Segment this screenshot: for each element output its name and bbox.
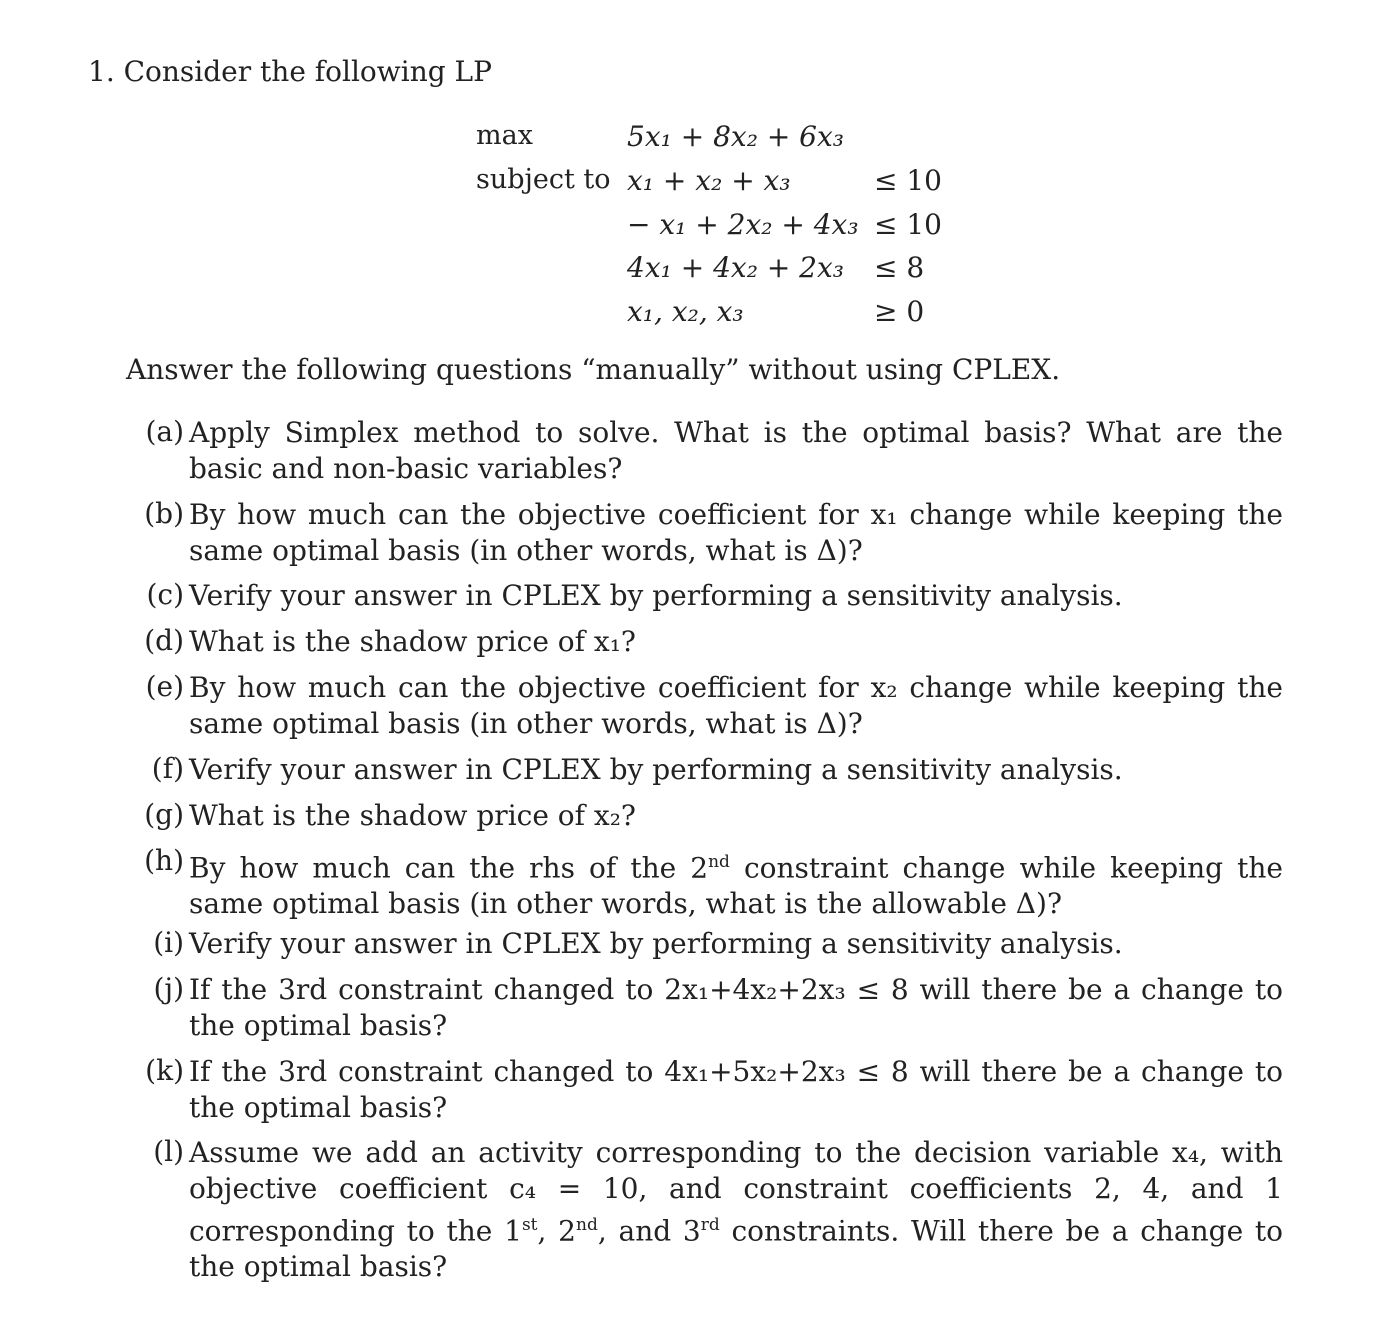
- question-label: (j): [153, 972, 184, 1005]
- question-text: By how much can the objective coefficient for x₁ change while keeping the same optimal basis (in other words, what is Δ)?: [189, 498, 1283, 567]
- question-text: Verify your answer in CPLEX by performing a sensitivity analysis.: [189, 579, 1123, 612]
- lp-constraint-2-rhs: ≤ 10: [874, 208, 942, 241]
- problem-intro: 1. Consider the following LP: [88, 55, 492, 88]
- question-label: (c): [146, 578, 184, 611]
- question-label: (k): [145, 1054, 184, 1087]
- question-label: (b): [144, 497, 184, 530]
- lp-constraint-3-expr: 4x₁ + 4x₂ + 2x₃: [627, 251, 845, 284]
- lp-constraint-1-expr: x₁ + x₂ + x₃: [627, 164, 791, 197]
- question-label: (e): [145, 670, 184, 703]
- question-text: What is the shadow price of x₁?: [189, 625, 636, 658]
- question-text: Verify your answer in CPLEX by performing a sensitivity analysis.: [189, 927, 1123, 960]
- question-label: (i): [153, 926, 184, 959]
- question-text: If the 3rd constraint changed to 4x₁+5x₂+2x₃ ≤ 8 will there be a change to the optimal basis?: [189, 1055, 1283, 1124]
- question-text: By how much can the rhs of the 2nd constraint change while keeping the same optimal basis (in other words, what is the allowable Δ)?: [189, 851, 1283, 921]
- question-label: (g): [144, 798, 184, 831]
- question-text: Verify your answer in CPLEX by performing a sensitivity analysis.: [189, 753, 1123, 786]
- lp-subject-to-label: subject to: [476, 164, 611, 195]
- instruction-text: Answer the following questions “manually” without using CPLEX.: [126, 353, 1061, 386]
- question-label: (h): [144, 844, 184, 877]
- question-text: What is the shadow price of x₂?: [189, 799, 636, 832]
- question-text: By how much can the objective coefficient for x₂ change while keeping the same optimal basis (in other words, what is Δ)?: [189, 671, 1283, 740]
- question-label: (a): [145, 415, 184, 448]
- question-label: (d): [144, 624, 184, 657]
- lp-constraint-2-expr: − x₁ + 2x₂ + 4x₃: [627, 208, 859, 241]
- lp-objective: 5x₁ + 8x₂ + 6x₃: [627, 120, 845, 153]
- question-label: (l): [153, 1135, 184, 1168]
- lp-nonnegativity-expr: x₁, x₂, x₃: [627, 295, 744, 328]
- lp-constraint-1-rhs: ≤ 10: [874, 164, 942, 197]
- lp-nonnegativity-rhs: ≥ 0: [874, 295, 925, 328]
- question-text: If the 3rd constraint changed to 2x₁+4x₂+2x₃ ≤ 8 will there be a change to the optimal basis?: [189, 973, 1283, 1042]
- lp-objective-label: max: [476, 120, 533, 151]
- lp-constraint-3-rhs: ≤ 8: [874, 251, 925, 284]
- question-text: Apply Simplex method to solve. What is the optimal basis? What are the basic and non-basic variables?: [189, 416, 1283, 485]
- question-text: Assume we add an activity corresponding to the decision variable x₄, with objective coefficient c₄ = 10, and constraint coefficients 2, 4, and 1 corresponding to the 1st, 2nd, and 3rd constraints. Will there be a change to the optimal basis?: [189, 1136, 1284, 1284]
- question-label: (f): [151, 752, 184, 785]
